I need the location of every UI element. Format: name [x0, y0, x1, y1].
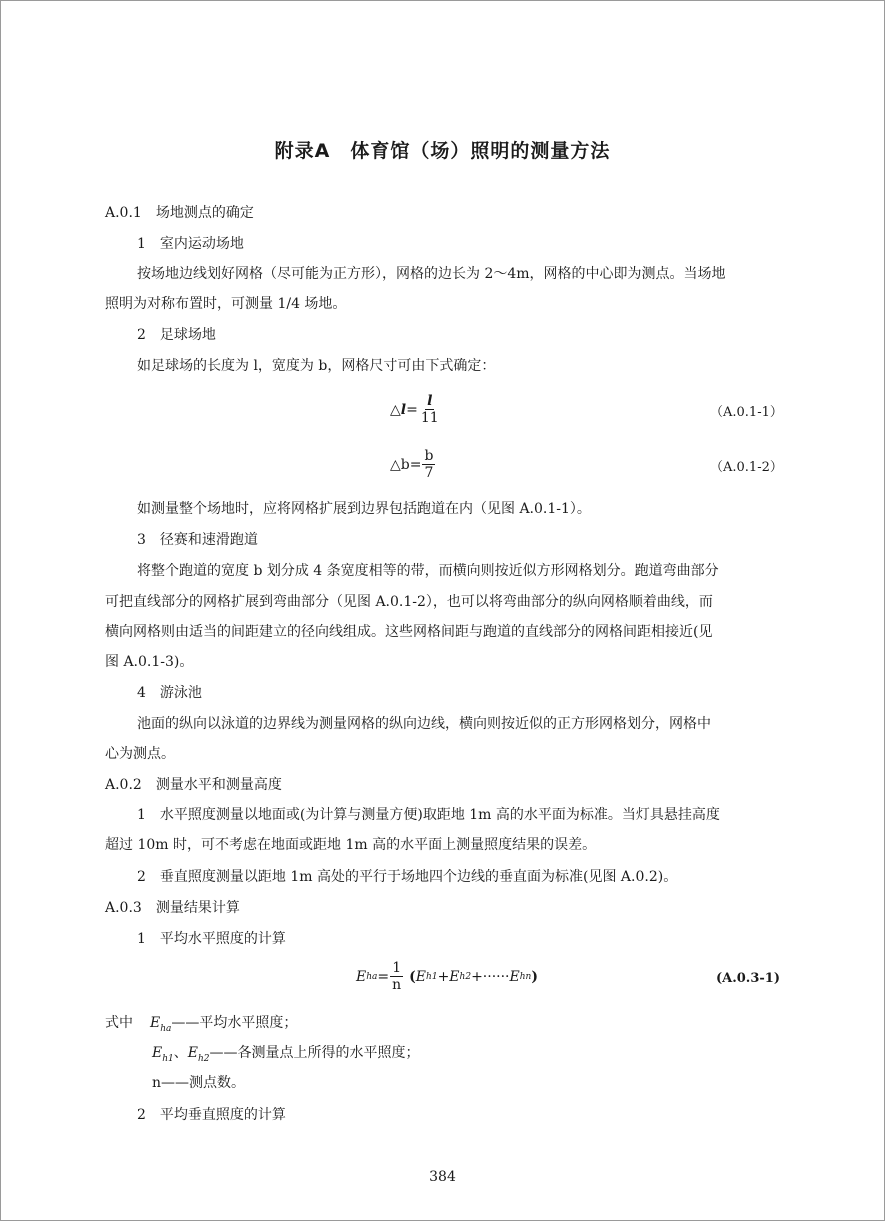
- item-heading-indoor: 1 室内运动场地: [137, 236, 244, 252]
- page-number: 384: [429, 1169, 456, 1185]
- formula-sub: h2: [459, 971, 472, 982]
- formula-lhs: △b=: [390, 456, 422, 473]
- item-heading-pool: 4 游泳池: [137, 685, 202, 701]
- fraction-numerator: 1: [392, 960, 402, 976]
- formula-sub: hn: [519, 971, 532, 982]
- formula-plus: +: [437, 968, 450, 985]
- item-heading-track: 3 径赛和速滑跑道: [137, 532, 258, 548]
- formula-var-l: l: [400, 401, 407, 418]
- equation-number: （A.0.1-2）: [710, 460, 783, 475]
- paragraph-line: 如测量整个场地时，应将网格扩展到边界包括跑道在内（见图 A.0.1-1）。: [137, 501, 591, 517]
- appendix-title: 附录A 体育馆（场）照明的测量方法: [274, 140, 611, 162]
- paragraph-line: 1 水平照度测量以地面或(为计算与测量方便)取距地 1m 高的水平面为标准。当灯具悬挂高度: [137, 807, 720, 823]
- paragraph-line: 横向网格则由适当的间距建立的径向线组成。这些网格间距与跑道的直线部分的网格间距相接近(见: [105, 624, 713, 640]
- paragraph-line: 心为测点。: [105, 746, 175, 762]
- item-heading-horizontal: 1 平均水平照度的计算: [137, 931, 286, 947]
- paragraph-line: 照明为对称布置时，可测量 1/4 场地。: [105, 296, 347, 312]
- formula-sub: ha: [366, 971, 378, 982]
- formula-var-e: E: [449, 968, 460, 985]
- paragraph-line: 2 垂直照度测量以距地 1m 高处的平行于场地四个边线的垂直面为标准(见图 A.0.2)。: [137, 869, 678, 885]
- formula-equals: =: [377, 968, 390, 985]
- definition-sub: h2: [198, 1053, 210, 1064]
- formula-var-e: E: [415, 968, 427, 985]
- definition-var: E: [187, 1045, 198, 1061]
- item-heading-football: 2 足球场地: [137, 327, 216, 343]
- formula-equals: =: [406, 401, 418, 418]
- formula-paren-close: ): [531, 968, 538, 985]
- formula-fraction: [422, 448, 435, 481]
- formula-sub: h1: [426, 971, 438, 982]
- fraction-denominator: 7: [424, 465, 434, 481]
- fraction-denominator: 11: [420, 410, 439, 426]
- formula-a01-2: [390, 448, 436, 481]
- definition-var: E: [152, 1045, 163, 1061]
- definition-line: [0, 1043, 885, 1069]
- definition-text: ——各测量点上所得的水平照度；: [209, 1045, 420, 1061]
- definition-sub: ha: [160, 1023, 172, 1034]
- formula-a01-1: [390, 393, 442, 426]
- formula-ellipsis: +······: [471, 968, 510, 985]
- formula-delta: △: [390, 401, 401, 418]
- paragraph-line: 图 A.0.1-3)。: [105, 654, 194, 670]
- definition-line: n——测点数。: [152, 1075, 246, 1091]
- definition-text: ——平均水平照度；: [171, 1015, 298, 1031]
- section-heading-a02: A.0.2 测量水平和测量高度: [105, 777, 282, 793]
- paragraph-line: 如足球场的长度为 l，宽度为 b，网格尺寸可由下式确定：: [137, 358, 496, 374]
- definition-line: [0, 1013, 885, 1039]
- item-heading-vertical: 2 平均垂直照度的计算: [137, 1107, 286, 1123]
- fraction-numerator: l: [427, 393, 433, 409]
- paragraph-line: 超过 10m 时，可不考虑在地面或距地 1m 高的水平面上测量照度结果的误差。: [105, 837, 597, 853]
- paragraph-line: 将整个跑道的宽度 b 划分成 4 条宽度相等的带，而横向则按近似方形网格划分。跑道弯曲部分: [137, 563, 719, 579]
- formula-a03-1: [356, 960, 538, 993]
- formula-fraction: [390, 960, 403, 993]
- paragraph-line: 可把直线部分的网格扩展到弯曲部分（见图 A.0.1-2），也可以将弯曲部分的纵向网格顺着曲线，而: [105, 594, 713, 610]
- fraction-numerator: b: [424, 448, 434, 464]
- definition-var: E: [150, 1015, 161, 1031]
- paragraph-line: 池面的纵向以泳道的边界线为测量网格的纵向边线，横向则按近似的正方形网格划分，网格中: [137, 716, 711, 732]
- formula-var-e: E: [356, 968, 367, 985]
- section-heading-a01: A.0.1 场地测点的确定: [105, 205, 254, 221]
- formula-fraction: [419, 393, 441, 426]
- fraction-denominator: n: [392, 977, 402, 993]
- equation-number: （A.0.1-1）: [710, 405, 783, 420]
- definition-sep: 、: [173, 1045, 188, 1061]
- formula-var-e: E: [509, 968, 520, 985]
- definition-sub: h1: [162, 1053, 174, 1064]
- formula-paren-open: (: [409, 968, 416, 985]
- equation-number: (A.0.3-1): [716, 971, 780, 986]
- paragraph-line: 按场地边线划好网格（尽可能为正方形），网格的边长为 2～4m，网格的中心即为测点。当场地: [137, 266, 726, 282]
- definition-prefix: 式中: [105, 1015, 133, 1031]
- section-heading-a03: A.0.3 测量结果计算: [105, 900, 240, 916]
